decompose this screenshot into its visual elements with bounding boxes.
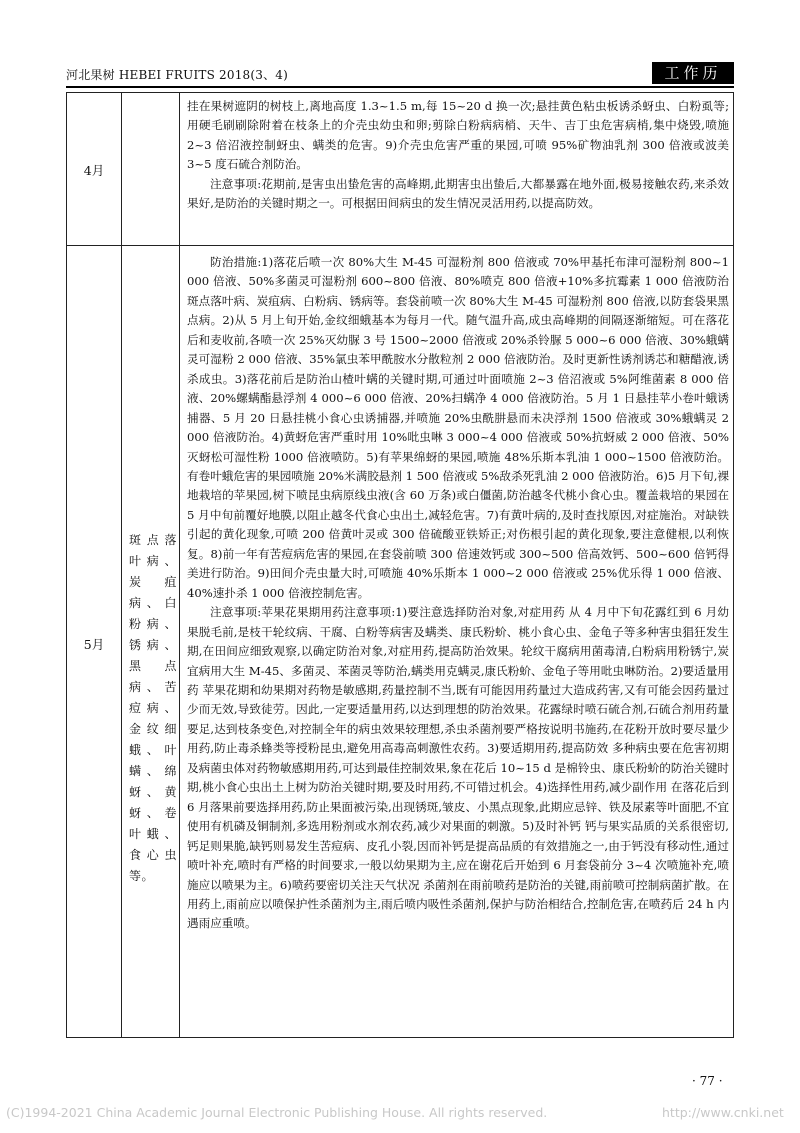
pests-cell-may: 斑点落叶病、炭疽病、白粉病、锈病、黑点病、苦痘病、金纹细蛾、叶螨、绵蚜、黄蚜、卷叶蛾、食心虫等。	[129, 533, 177, 883]
row-divider	[67, 245, 733, 246]
page-header	[66, 62, 734, 86]
paragraph: 防治措施:1)落花后喷一次 80%大生 M-45 可湿粉剂 800 倍液或 70%甲基托布津可湿粉剂 800~1 000 倍液、50%多菌灵可湿粉剂 600~800 倍液、80%喷克 800 倍液+10%多抗霉素 1 000 倍液防治斑点落叶病、炭疽病、白粉病、锈病等。套袋前喷一次 80%大生 M-45 可湿粉剂 800 倍液,以防套袋果黑点病。2)从 5 月上旬开始,金纹细蛾基本为每月一代。随气温升高,成虫高峰期的间隔逐渐缩短。可在落花后和麦收前,各喷一次 25%灭幼脲 3 号 1500~2000 倍液或 20%杀铃脲 5 000~6 000 倍液、30%蛾螨灵可湿粉 2 000 倍液、35%氯虫苯甲酰胺水分散粒剂 2 000 倍液防治。及时更新性诱剂诱芯和糖醋液,诱杀成虫。3)落花前后是防治山楂叶螨的关键时期,可通过叶面喷施 2~3 倍沼液或 5%阿维菌素 8 000 倍液、20%螺螨酯悬浮剂 4 000~6 000 倍液、20%扫螨净 4 000 倍液防治。5 月 1 日悬挂苹小卷叶蛾诱捕器、5 月 20 日悬挂桃小食心虫诱捕器,并喷施 20%虫酰肼悬而未决浮剂 1500 倍液或 30%蛾螨灵 2 000 倍液防治。4)黄蚜危害严重时用 10%吡虫啉 3 000~4 000 倍液或 50%抗蚜威 2 000 倍液、50%灭蚜松可湿性粉 1000 倍液喷防。5)有苹果绵蚜的果园,喷施 48%乐斯本乳油 1 000~1500 倍液防治。有卷叶蛾危害的果园喷施 20%米满胶悬剂 1 500 倍液或 5%敌杀死乳油 2 000 倍液防治。6)5 月下旬,裸地栽培的苹果园,树下喷昆虫病原线虫液(含 60 万条)或白僵菌,防治越冬代桃小食心虫。覆盖栽培的果园在 5 月中旬前覆好地膜,以阻止越冬代食心虫出土,减轻危害。7)有黄叶病的,及时查找原因,对症施治。对缺铁引起的黄化现象,可喷 200 倍黄叶灵或 300 倍硫酸亚铁矫正;对伤根引起的黄化现象,要注意健根,以利恢复。8)前一年有苦痘病危害的果园,在套袋前喷 300 倍速效钙或 300~500 倍高效钙、500~600 倍钙得美进行防治。9)田间介壳虫量大时,可喷施 40%乐斯本 1 000~2 000 倍液或 25%优乐得 1 000 倍液、40%速扑杀 1 000 倍液控制危害。	[187, 255, 729, 600]
month-cell-may: 5月	[83, 637, 105, 652]
journal-title: 河北果树 HEBEI FRUITS 2018(3、4)	[66, 68, 288, 82]
paragraph: 挂在果树遮阴的树枝上,离地高度 1.3~1.5 m,每 15~20 d 换一次;悬挂黄色粘虫板诱杀蚜虫、白粉虱等;用硬毛刷刷除附着在枝条上的介壳虫幼虫和卵;剪除白粉病病梢、天牛、吉丁虫危害病梢,集中烧毁,喷施 2~3 倍沼液控制蚜虫、螨类的危害。9)介壳虫危害严重的果园,可喷 95%矿物油乳剂 300 倍液或波美 3~5 度石硫合剂防治。	[187, 99, 729, 172]
footer-copyright: (C)1994-2021 China Academic Journal Electronic Publishing House. All rights reserved.	[6, 1105, 548, 1120]
schedule-table	[66, 92, 734, 1038]
content-cell-april	[187, 97, 729, 214]
page-number: · 77 ·	[692, 1074, 723, 1088]
column-divider	[121, 93, 122, 1037]
section-tag: 工作历	[652, 62, 734, 84]
paragraph: 注意事项:苹果花果期用药注意事项:1)要注意选择防治对象,对症用药 从 4 月中下旬花露红到 6 月幼果脱毛前,是枝干轮纹病、干腐、白粉等病害及螨类、康氏粉蚧、桃小食心虫、金龟子等多种害虫猖狂发生期,在田间应细致观察,以确定防治对象,对症用药,提高防治效果。轮纹干腐病用菌毒清,白粉病用粉锈宁,炭宜病用大生 M-45、多菌灵、苯菌灵等防治,螨类用克螨灵,康氏粉蚧、金龟子等用吡虫啉防治。2)要适量用药 苹果花期和幼果期对药物是敏感期,药量控制不当,既有可能因用药量过大造成药害,又有可能会因药量过少而无效,导致徒劳。因此,一定要适量用药,以达到理想的防治效果。花露绿时喷石硫合剂,石硫合剂用药量要足,达到枝条变色,对控制全年的病虫效果较理想,杀虫杀菌剂要严格按说明书施药,在花粉开放时要尽量少用药,防止毒杀蜂类等授粉昆虫,避免用高毒高刺激性农药。3)要适期用药,提高防效 多种病虫要在危害初期及病菌虫体对药物敏感期用药,可达到最佳控制效果,象在花后 10~15 d 是棉铃虫、康氏粉蚧的防治关键时期,桃小食心虫出土上树为防治关键时期,要及时用药,不可错过机会。4)选择性用药,减少副作用 在落花后到 6 月落果前要选择用药,防止果面被污染,出现锈斑,皱皮、小黑点现象,此期应忌锌、铁及尿素等叶面肥,不宜使用有机磷及铜制剂,多选用粉剂或水剂农药,减少对果面的刺激。5)及时补钙 钙与果实品质的关系很密切,钙足则果脆,缺钙则易发生苦痘病、皮孔小裂,因而补钙是提高品质的有效措施之一,由于钙没有移动性,通过喷叶补充,喷时有严格的时间要求,一般以幼果期为主,应在谢花后开始到 6 月套袋前分 3~4 次喷施补充,喷施应以喷果为主。6)喷药要密切关注天气状况 杀菌剂在雨前喷药是防治的关键,雨前喷可控制病菌扩散。在用药上,雨前应以喷保护性杀菌剂为主,雨后喷内吸性杀菌剂,保护与防治相结合,控制危害,在喷药后 24 h 内遇雨应重喷。	[187, 605, 729, 931]
column-divider	[179, 93, 180, 1037]
month-cell-april: 4月	[83, 163, 105, 178]
content-cell-may	[187, 253, 729, 934]
paragraph: 注意事项:花期前,是害虫出蛰危害的高峰期,此期害虫出蛰后,大都暴露在地外面,极易接触农药,来杀效果好,是防治的关键时期之一。可根据田间病虫的发生情况灵活用药,以提高防效。	[187, 176, 729, 211]
footer-url: http://www.cnki.net	[662, 1105, 784, 1120]
header-rule	[66, 86, 734, 88]
